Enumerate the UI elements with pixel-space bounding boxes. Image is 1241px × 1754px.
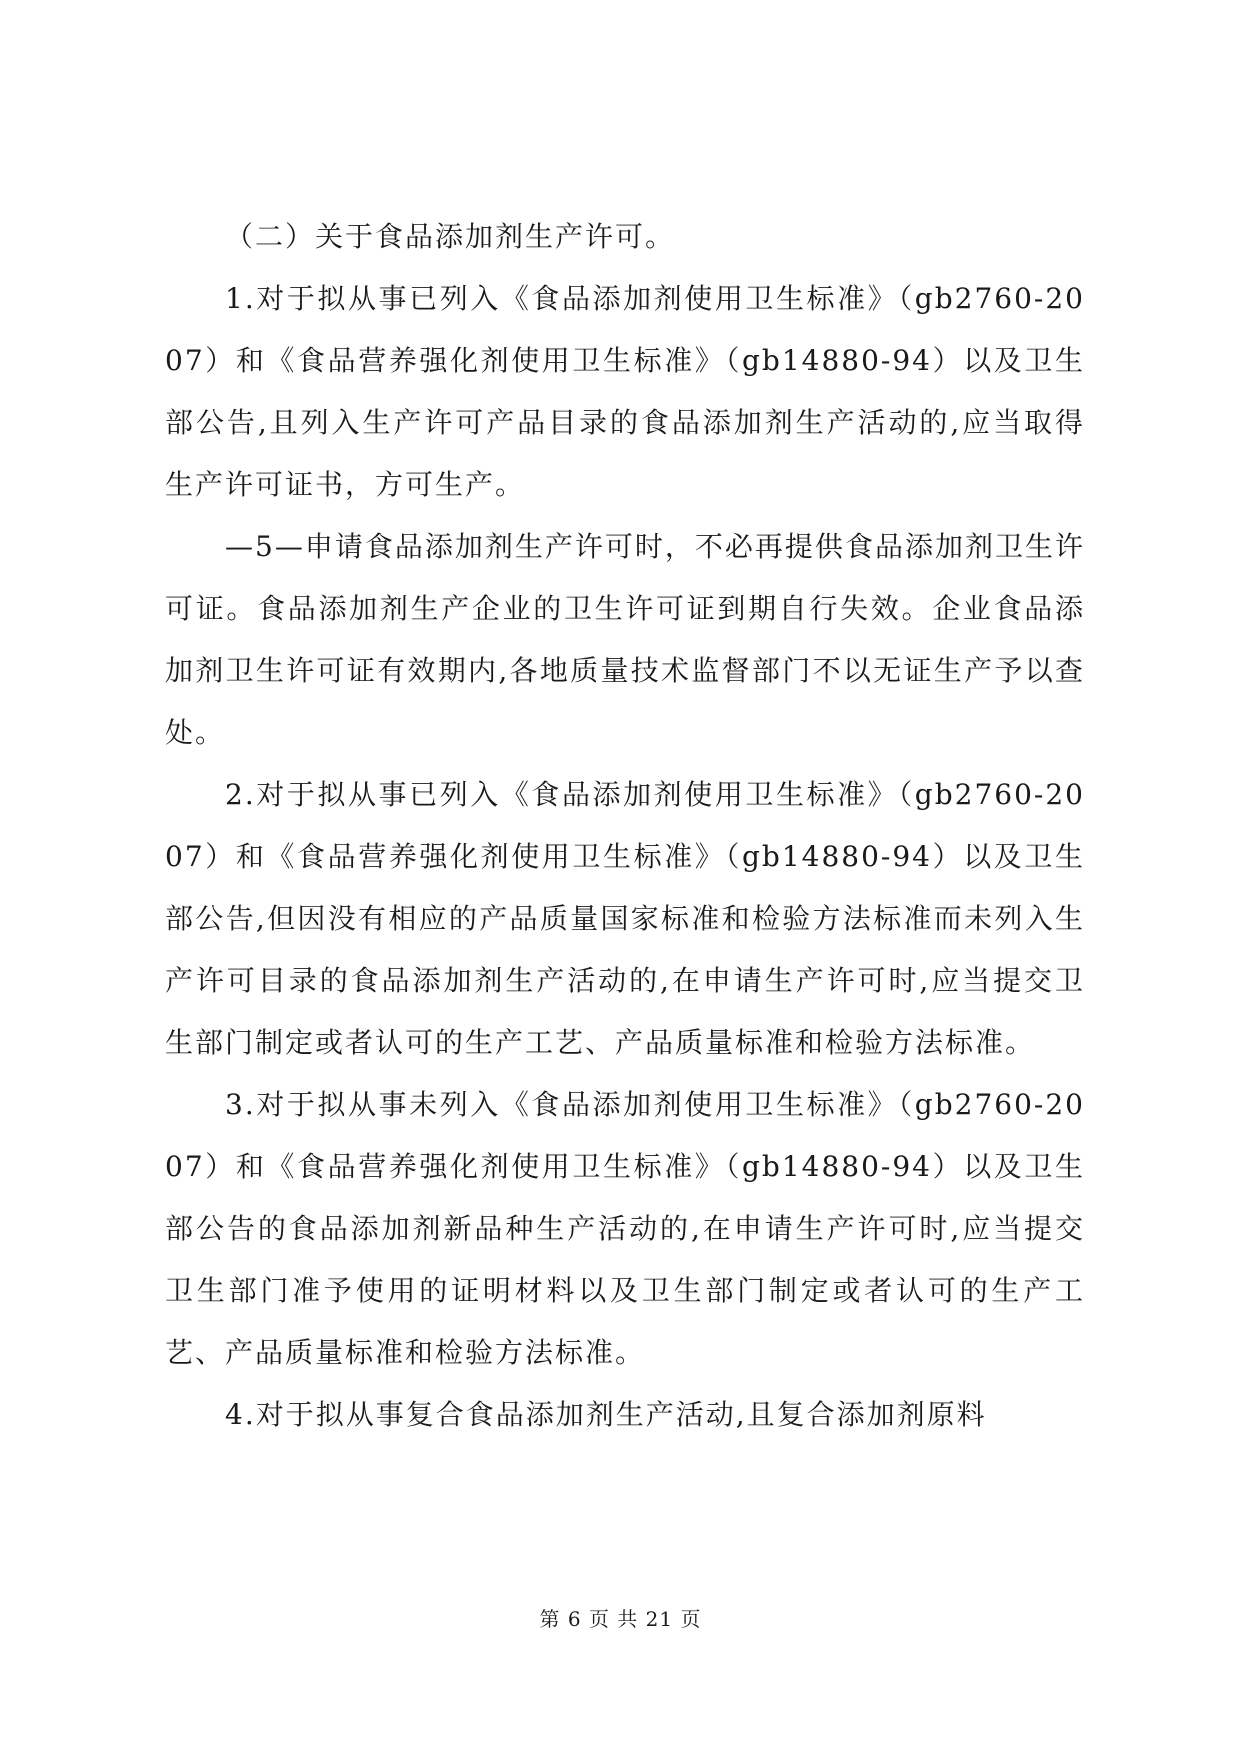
section-heading: （二）关于食品添加剂生产许可。 <box>225 220 676 253</box>
paragraph-item-2: 2.对于拟从事已列入《食品添加剂使用卫生标准》（gb2760-2007）和《食品营养强化剂使用卫生标准》（gb14880-94）以及卫生部公告,但因没有相应的产品质量国家标准和检验方法标准而未列入生产许可目录的食品添加剂生产活动的,在申请生产许可时,应当提交卫生部门制定或者认可的生产工艺、产品质量标准和检验方法标准。 <box>165 778 1085 1059</box>
paragraph-application-note: —5—申请食品添加剂生产许可时，不必再提供食品添加剂卫生许可证。食品添加剂生产企业的卫生许可证到期自行失效。企业食品添加剂卫生许可证有效期内,各地质量技术监督部门不以无证生产予以查处。 <box>165 530 1085 749</box>
paragraph-item-4: 4.对于拟从事复合食品添加剂生产活动,且复合添加剂原料 <box>225 1398 987 1431</box>
paragraph-item-1: 1.对于拟从事已列入《食品添加剂使用卫生标准》（gb2760-2007）和《食品营养强化剂使用卫生标准》（gb14880-94）以及卫生部公告,且列入生产许可产品目录的食品添加剂生产活动的,应当取得生产许可证书，方可生产。 <box>165 282 1085 501</box>
document-body <box>165 206 1085 1446</box>
paragraph-item-3: 3.对于拟从事未列入《食品添加剂使用卫生标准》（gb2760-2007）和《食品营养强化剂使用卫生标准》（gb14880-94）以及卫生部公告的食品添加剂新品种生产活动的,在申请生产许可时,应当提交卫生部门准予使用的证明材料以及卫生部门制定或者认可的生产工艺、产品质量标准和检验方法标准。 <box>165 1088 1085 1369</box>
page-footer: 第 6 页 共 21 页 <box>539 1607 702 1631</box>
